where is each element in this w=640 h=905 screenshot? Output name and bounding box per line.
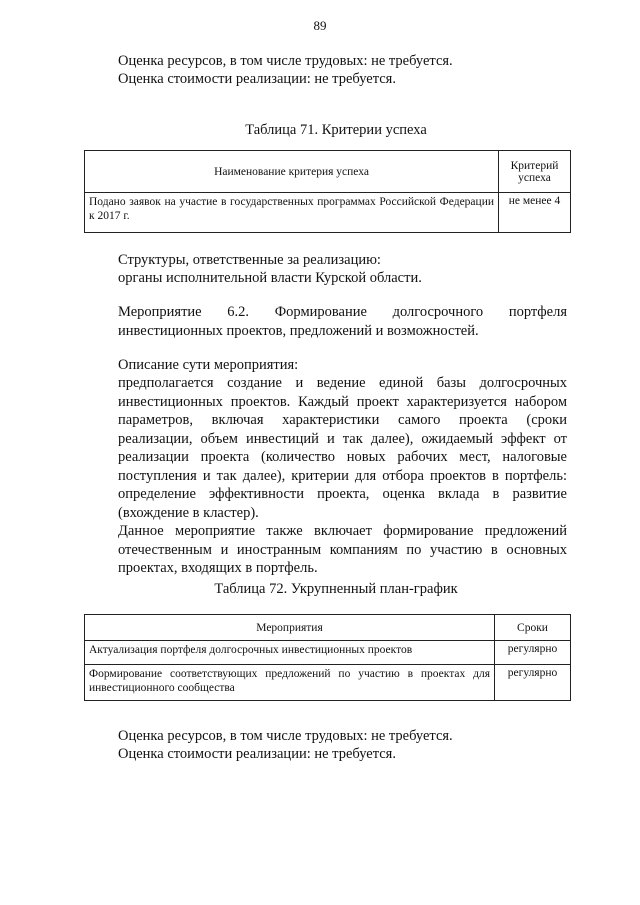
activity-cell: Формирование соответствующих предложений по участию в проектах для инвестиционного сообщества bbox=[85, 665, 495, 701]
measure-title bbox=[118, 303, 567, 340]
deadline-cell: регулярно bbox=[495, 665, 571, 701]
activity-cell: Актуализация портфеля долгосрочных инвестиционных проектов bbox=[85, 641, 495, 665]
description-paragraph: предполагается создание и ведение единой базы долгосрочных инвестиционных проектов. Каждый проект характеризуется набором параметров, включая характеристики самого проекта (сроки реализации, объем инвестиций и так далее), ожидаемый эффект от реализации проекта (количество новых рабочих мест, налоговые поступления и так далее), критерии для отбора проектов в портфель: определение эффективности проекта, оценка вклада в развитие (вхождение в кластер). bbox=[118, 375, 567, 521]
table-row bbox=[85, 193, 571, 233]
resources-note-bottom: Оценка ресурсов, в том числе трудовых: не требуется. bbox=[118, 728, 453, 744]
table-row bbox=[85, 641, 571, 665]
table-72-caption: Таблица 72. Укрупненный план-график bbox=[214, 581, 458, 597]
table-header-row bbox=[85, 615, 571, 641]
column-header: Наименование критерия успеха bbox=[85, 151, 499, 193]
cost-note-bottom: Оценка стоимости реализации: не требуется. bbox=[118, 746, 396, 762]
criterion-value-cell: не менее 4 bbox=[499, 193, 571, 233]
description-paragraph: Данное мероприятие также включает формирование предложений отечественным и иностранным компаниям по участию в основных проектах, входящих в портфель. bbox=[118, 523, 567, 576]
page-number: 89 bbox=[313, 18, 327, 33]
table-71-caption: Таблица 71. Критерии успеха bbox=[245, 122, 427, 138]
column-header: Сроки bbox=[495, 615, 571, 641]
success-criteria-table bbox=[84, 150, 571, 233]
measure-title-text: Мероприятие 6.2. Формирование долгосрочного портфеля инвестиционных проектов, предложений и возможностей. bbox=[118, 304, 567, 339]
description-label: Описание сути мероприятия: bbox=[118, 357, 299, 373]
description-body bbox=[118, 374, 567, 578]
cost-note: Оценка стоимости реализации: не требуется. bbox=[118, 71, 396, 87]
criterion-name-cell: Подано заявок на участие в государственных программах Российской Федерации к 2017 г. bbox=[85, 193, 499, 233]
column-header: Критерий успеха bbox=[499, 151, 571, 193]
schedule-table bbox=[84, 614, 571, 701]
resources-note: Оценка ресурсов, в том числе трудовых: не требуется. bbox=[118, 53, 453, 69]
table-row bbox=[85, 665, 571, 701]
column-header: Мероприятия bbox=[85, 615, 495, 641]
deadline-cell: регулярно bbox=[495, 641, 571, 665]
responsible-value: органы исполнительной власти Курской области. bbox=[118, 270, 422, 286]
table-header-row bbox=[85, 151, 571, 193]
responsible-label: Структуры, ответственные за реализацию: bbox=[118, 252, 381, 268]
